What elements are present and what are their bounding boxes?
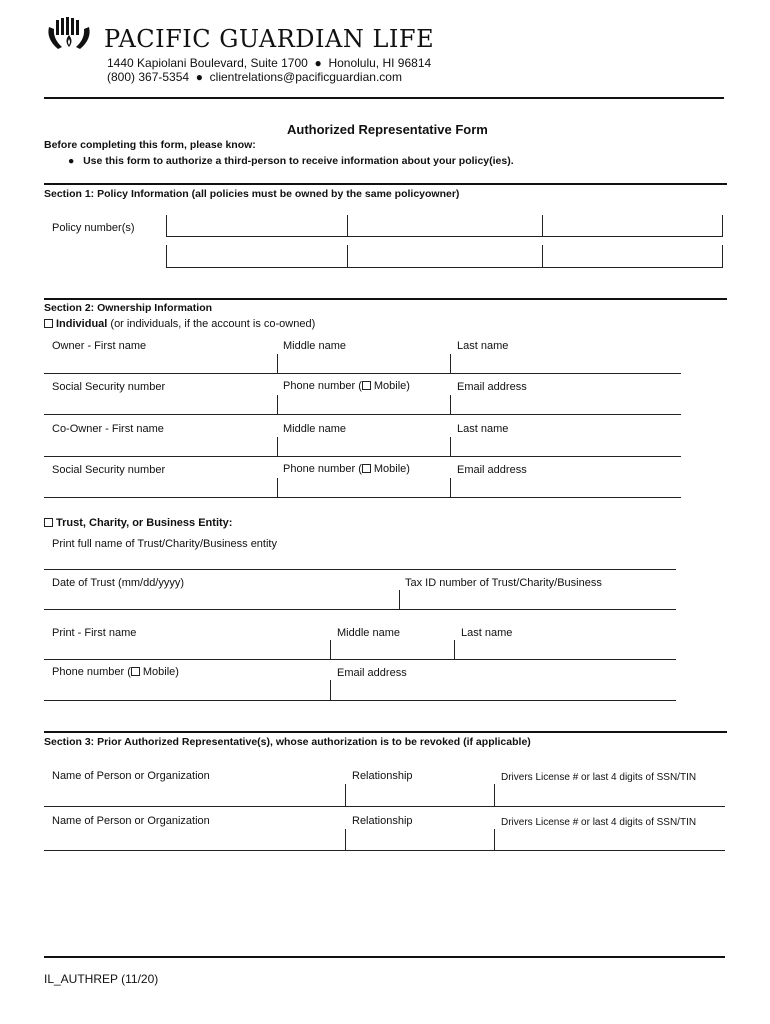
individual-label: Individual [56, 318, 108, 330]
coowner-divider-1 [277, 437, 278, 456]
company-contact-line [107, 71, 402, 84]
coowner-divider-4 [450, 478, 451, 498]
trust-contact-line[interactable] [44, 700, 676, 701]
trust-date-label: Date of Trust (mm/dd/yyyy) [52, 577, 185, 589]
policy-number-label: Policy number(s) [52, 222, 135, 234]
trust-checkbox[interactable] [44, 518, 53, 527]
trust-phone-text: Phone number ( [52, 666, 131, 678]
prior-rep-2-divider-1 [345, 829, 346, 850]
trust-phone-label [52, 666, 179, 679]
trust-divider-1 [399, 590, 400, 610]
prior-rep-1-license-label: Drivers License # or last 4 digits of SSN/TIN [501, 772, 697, 783]
owner-contact-line[interactable] [44, 414, 681, 415]
bullet-separator: ● [311, 56, 326, 70]
coowner-mobile-checkbox[interactable] [362, 464, 371, 473]
trust-email-label: Email address [337, 667, 407, 679]
trust-name-line[interactable] [44, 569, 676, 570]
owner-name-line[interactable] [44, 373, 681, 374]
trust-mobile-text: Mobile) [142, 666, 179, 678]
owner-middle-name-label: Middle name [283, 340, 346, 352]
owner-last-name-label: Last name [457, 340, 509, 352]
coowner-phone-label [283, 463, 410, 476]
header-divider [44, 97, 724, 99]
address: 1440 Kapiolani Boulevard, Suite 1700 [107, 56, 308, 70]
trust-divider-3 [454, 640, 455, 660]
tax-id-label: Tax ID number of Trust/Charity/Business [405, 577, 602, 589]
print-middle-name-label: Middle name [337, 627, 400, 639]
section1-divider [44, 183, 727, 185]
owner-divider-3 [277, 395, 278, 415]
owner-divider-2 [450, 354, 451, 373]
trust-mobile-checkbox[interactable] [131, 667, 140, 676]
section2-divider [44, 298, 727, 300]
policy-number-field-1[interactable] [166, 215, 348, 237]
coowner-divider-2 [450, 437, 451, 456]
prior-rep-2-relationship-label: Relationship [352, 815, 413, 827]
individual-checkbox[interactable] [44, 319, 53, 328]
prior-rep-1-name-label: Name of Person or Organization [52, 770, 210, 782]
prior-rep-2-line[interactable] [44, 850, 725, 851]
intro-heading: Before completing this form, please know: [44, 139, 256, 151]
city: Honolulu, HI 96814 [328, 56, 432, 70]
intro-bullet: ● Use this form to authorize a third-person to receive information about your policy(ies). [68, 155, 514, 167]
section2-heading: Section 2: Ownership Information [44, 302, 213, 314]
owner-ssn-label: Social Security number [52, 381, 166, 393]
individual-note: (or individuals, if the account is co-owned) [110, 318, 316, 330]
prior-rep-2-divider-2 [494, 829, 495, 850]
company-logo [44, 17, 94, 53]
policy-number-field-3[interactable] [542, 215, 723, 237]
email-link[interactable]: clientrelations@pacificguardian.com [209, 70, 402, 84]
form-title: Authorized Representative Form [287, 122, 488, 137]
owner-divider-4 [450, 395, 451, 415]
individual-option[interactable] [44, 318, 315, 331]
section1-heading: Section 1: Policy Information (all policies must be owned by the same policyowner) [44, 188, 460, 200]
coowner-ssn-label: Social Security number [52, 464, 166, 476]
prior-rep-1-line[interactable] [44, 806, 725, 807]
owner-first-name-label: Owner - First name [52, 340, 147, 352]
trust-divider-4 [330, 680, 331, 700]
print-first-name-label: Print - First name [52, 627, 137, 639]
prior-rep-1-divider-2 [494, 784, 495, 806]
owner-mobile-text: Mobile) [373, 380, 410, 392]
coowner-last-name-label: Last name [457, 423, 509, 435]
trust-name-label: Print full name of Trust/Charity/Business entity [52, 538, 277, 550]
intro-bullet-text: Use this form to authorize a third-person to receive information about your policy(ies). [83, 155, 514, 167]
coowner-divider-3 [277, 478, 278, 498]
policy-number-field-4[interactable] [166, 245, 348, 268]
coowner-email-label: Email address [457, 464, 527, 476]
owner-divider-1 [277, 354, 278, 373]
owner-mobile-checkbox[interactable] [362, 381, 371, 390]
coowner-first-name-label: Co-Owner - First name [52, 423, 164, 435]
trust-option[interactable] [44, 517, 232, 530]
prior-rep-2-name-label: Name of Person or Organization [52, 815, 210, 827]
footer-divider [44, 956, 725, 958]
trust-date-line[interactable] [44, 609, 676, 610]
bullet-separator: ● [192, 70, 207, 84]
company-address-line [107, 57, 431, 70]
hands-logo-icon [44, 17, 94, 53]
trust-divider-2 [330, 640, 331, 660]
owner-phone-text: Phone number ( [283, 380, 362, 392]
prior-rep-1-relationship-label: Relationship [352, 770, 413, 782]
section3-heading: Section 3: Prior Authorized Representative(s), whose authorization is to be revoked (if applicable) [44, 736, 531, 748]
print-last-name-label: Last name [461, 627, 513, 639]
trust-label: Trust, Charity, or Business Entity: [56, 517, 233, 529]
policy-number-field-6[interactable] [542, 245, 723, 268]
phone: (800) 367-5354 [107, 70, 190, 84]
coowner-name-line[interactable] [44, 456, 681, 457]
company-name: PACIFIC GUARDIAN LIFE [104, 25, 435, 53]
coowner-middle-name-label: Middle name [283, 423, 346, 435]
coowner-phone-text: Phone number ( [283, 463, 362, 475]
prior-rep-1-divider-1 [345, 784, 346, 806]
prior-rep-2-license-label: Drivers License # or last 4 digits of SSN/TIN [501, 817, 697, 828]
owner-phone-label [283, 380, 410, 393]
section3-divider [44, 731, 727, 733]
policy-number-field-2[interactable] [347, 215, 543, 237]
print-name-line[interactable] [44, 659, 676, 660]
policy-number-field-5[interactable] [347, 245, 543, 268]
owner-email-label: Email address [457, 381, 527, 393]
form-code: IL_AUTHREP (11/20) [44, 972, 159, 986]
coowner-contact-line[interactable] [44, 497, 681, 498]
coowner-mobile-text: Mobile) [373, 463, 410, 475]
